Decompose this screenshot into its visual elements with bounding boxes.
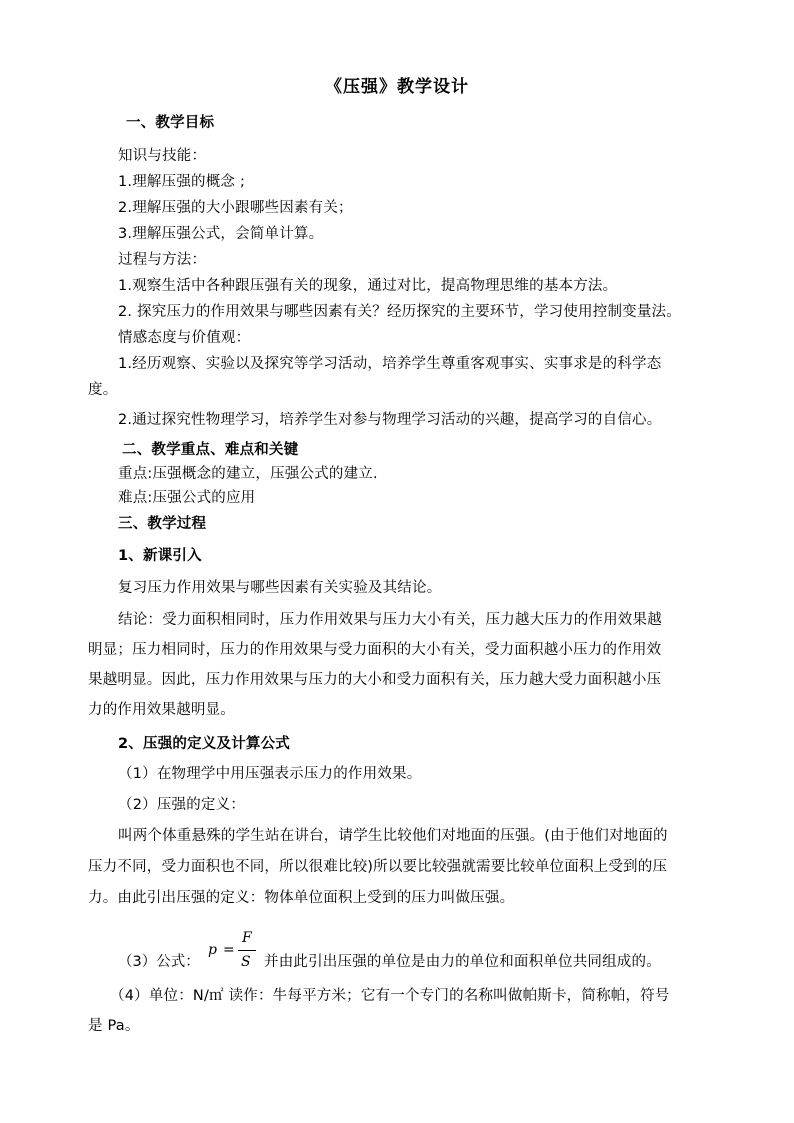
heading-teaching-objectives: 一、教学目标 [126, 115, 215, 131]
heading-key-points: 二、教学重点、难点和关键 [122, 442, 299, 458]
formula-explanation: 并由此引出压强的单位是由力的单位和面积单位共同组成的。 [264, 954, 661, 970]
paragraph-line: 2.理解压强的大小跟哪些因素有关； [118, 200, 353, 216]
paragraph-line: 是 Pa。 [88, 1018, 140, 1034]
paragraph-line: 1.观察生活中各种跟压强有关的现象，通过对比，提高物理思维的基本方法。 [118, 278, 618, 294]
formula-denominator: S [241, 954, 251, 970]
subheading-knowledge-skills: 知识与技能： [118, 148, 207, 164]
subheading-attitudes-values: 情感态度与价值观： [118, 330, 251, 346]
fraction-bar [238, 950, 256, 951]
paragraph-line: 3.理解压强公式，会简单计算。 [118, 226, 324, 242]
paragraph-line: 重点:压强概念的建立，压强公式的建立. [118, 466, 378, 482]
document-title: 《压强》教学设计 [325, 77, 469, 97]
pressure-formula [208, 928, 266, 974]
heading-definition-formula: 2、压强的定义及计算公式 [118, 736, 290, 752]
paragraph-line: 力的作用效果越明显。 [88, 702, 235, 718]
paragraph-line: 结论：受力面积相同时，压力作用效果与压力大小有关，压力越大压力的作用效果越 [118, 612, 662, 628]
paragraph-line: 果越明显。因此，压力作用效果与压力的大小和受力面积有关，压力越大受力面积越小压 [88, 672, 662, 688]
paragraph-line: （4）单位：N/㎡ 读作：牛每平方米；它有一个专门的名称叫做帕斯卡，简称帕，符号 [110, 988, 670, 1004]
formula-equals: = [223, 942, 235, 958]
paragraph-line: （1）在物理学中用压强表示压力的作用效果。 [118, 766, 422, 782]
formula-line [118, 928, 758, 974]
paragraph-line: 明显；压力相同时，压力的作用效果与受力面积的大小有关，受力面积越小压力的作用效 [88, 642, 662, 658]
paragraph-line: 1.经历观察、实验以及探究等学习活动，培养学生尊重客观事实、实事求是的科学态 [118, 356, 662, 372]
heading-teaching-process: 三、教学过程 [118, 516, 207, 532]
heading-new-lesson-intro: 1、新课引入 [118, 548, 202, 564]
formula-label: （3）公式： [118, 954, 200, 970]
subheading-process-methods: 过程与方法： [118, 252, 207, 268]
paragraph-line: 复习压力作用效果与哪些因素有关实验及其结论。 [118, 580, 442, 596]
paragraph-line: 2.通过探究性物理学习，培养学生对参与物理学习活动的兴趣，提高学习的自信心。 [118, 412, 662, 428]
paragraph-line: （2）压强的定义： [118, 797, 246, 813]
paragraph-line: 1.理解压强的概念 ; [118, 174, 246, 190]
paragraph-line: 压力不同，受力面积也不同，所以很难比较)所以要比较强就需要比较单位面积上受到的压 [88, 859, 668, 875]
paragraph-line: 难点:压强公式的应用 [118, 490, 256, 506]
paragraph-line: 2. 探究压力的作用效果与哪些因素有关？经历探究的主要环节，学习使用控制变量法。 [118, 304, 681, 320]
formula-numerator: F [242, 930, 252, 946]
formula-p: p [208, 942, 217, 958]
paragraph-line: 度。 [88, 382, 118, 398]
paragraph-line: 叫两个体重悬殊的学生站在讲台，请学生比较他们对地面的压强。(由于他们对地面的 [118, 828, 668, 844]
paragraph-line: 力。由此引出压强的定义：物体单位面积上受到的压力叫做压强。 [88, 890, 515, 906]
